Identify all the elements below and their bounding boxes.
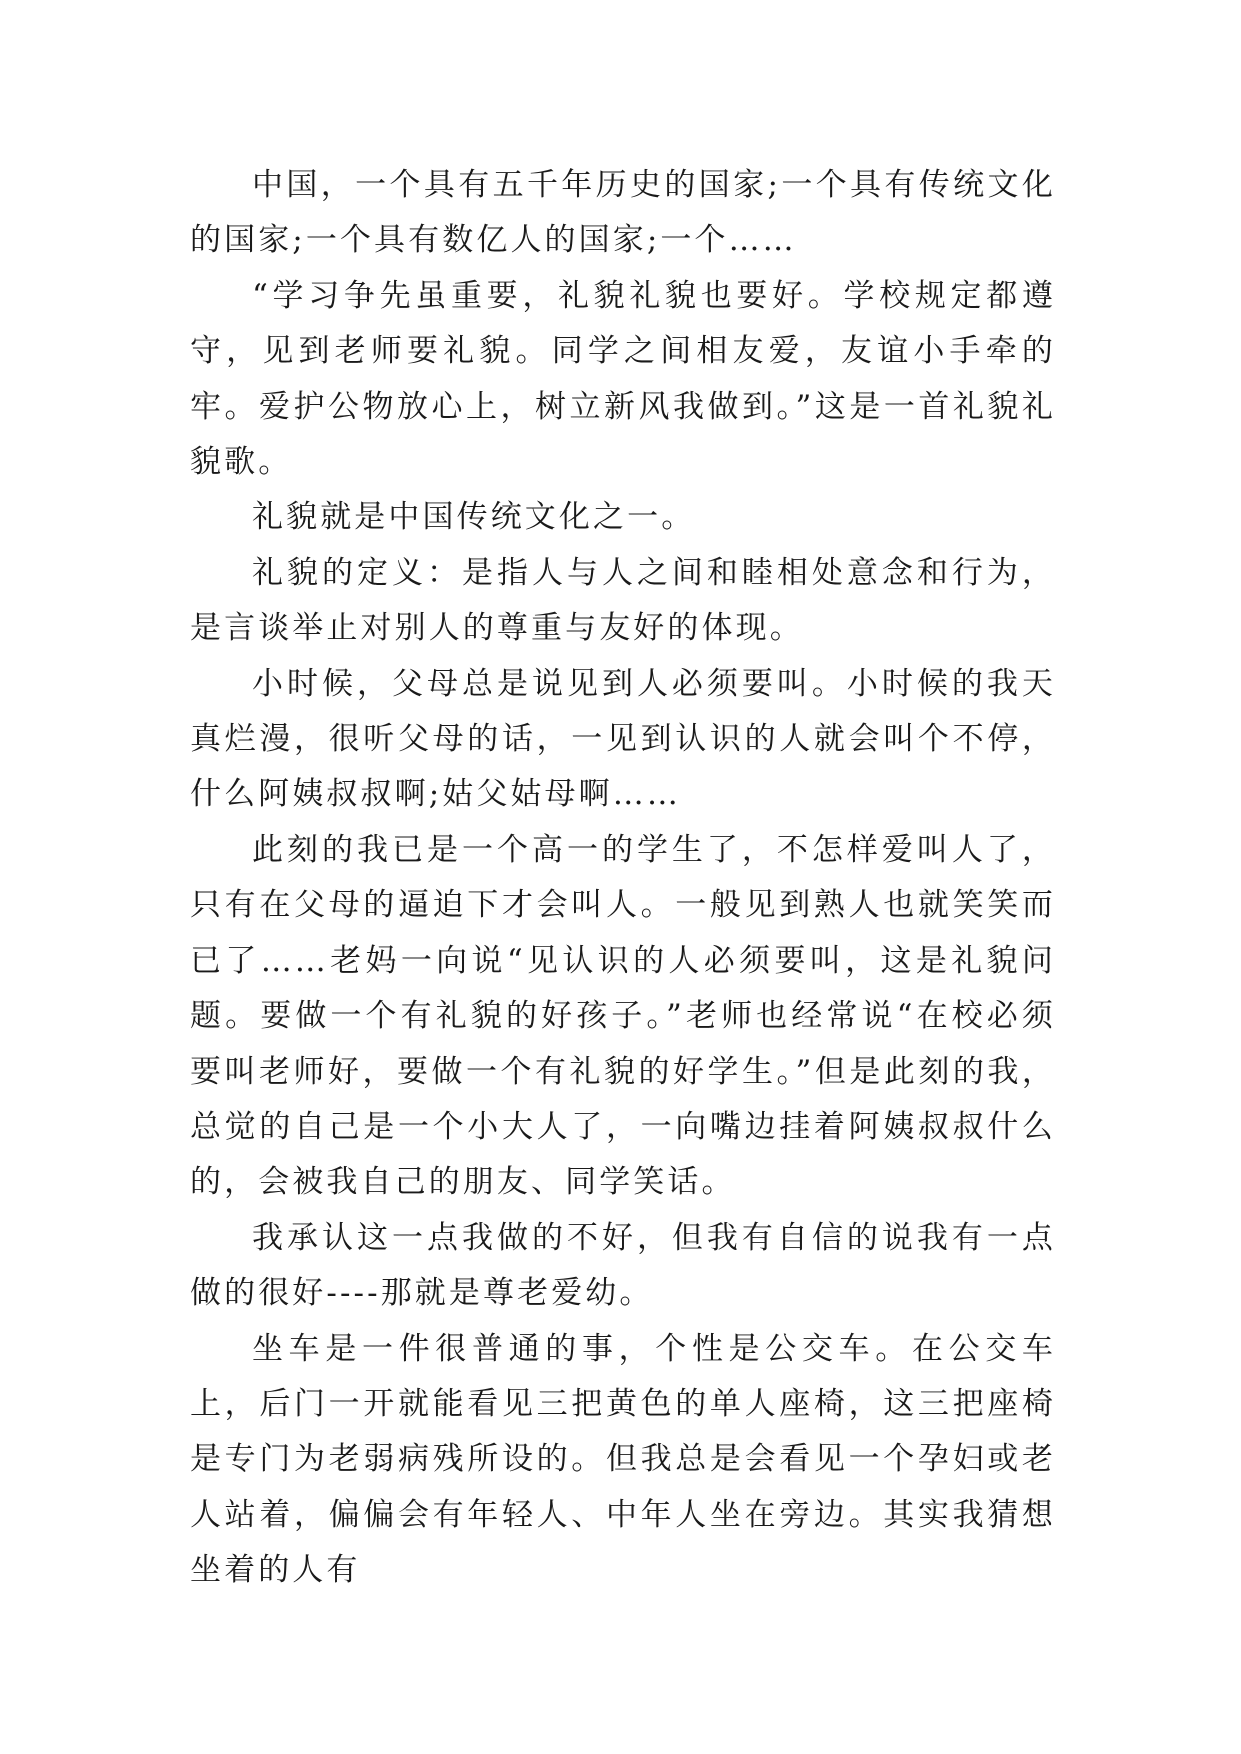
essay-body [190,158,1056,1599]
paragraph-6: 此刻的我已是一个高一的学生了，不怎样爱叫人了，只有在父母的逼迫下才会叫人。一般见到熟人也就笑笑而已了……老妈一向说“见认识的人必须要叫，这是礼貌问题。要做一个有礼貌的好孩子。”老师也经常说“在校必须要叫老师好，要做一个有礼貌的好学生。”但是此刻的我，总觉的自己是一个小大人了，一向嘴边挂着阿姨叔叔什么的，会被我自己的朋友、同学笑话。 [190,831,1056,1201]
paragraph-5: 小时候，父母总是说见到人必须要叫。小时候的我天真烂漫，很听父母的话，一见到认识的人就会叫个不停，什么阿姨叔叔啊;姑父姑母啊…… [190,665,1056,813]
paragraph-4: 礼貌的定义：是指人与人之间和睦相处意念和行为，是言谈举止对别人的尊重与友好的体现。 [190,554,1056,647]
paragraph-8: 坐车是一件很普通的事，个性是公交车。在公交车上，后门一开就能看见三把黄色的单人座椅，这三把座椅是专门为老弱病残所设的。但我总是会看见一个孕妇或老人站着，偏偏会有年轻人、中年人坐在旁边。其实我猜想坐着的人有 [190,1330,1056,1589]
paragraph-1: 中国，一个具有五千年历史的国家;一个具有传统文化的国家;一个具有数亿人的国家;一个…… [190,167,1056,259]
paragraph-2: “学习争先虽重要，礼貌礼貌也要好。学校规定都遵守，见到老师要礼貌。同学之间相友爱，友谊小手牵的牢。爱护公物放心上，树立新风我做到。”这是一首礼貌礼貌歌。 [190,277,1056,481]
paragraph-3: 礼貌就是中国传统文化之一。 [252,499,696,536]
paragraph-7: 我承认这一点我做的不好，但我有自信的说我有一点做的很好----那就是尊老爱幼。 [190,1219,1056,1312]
